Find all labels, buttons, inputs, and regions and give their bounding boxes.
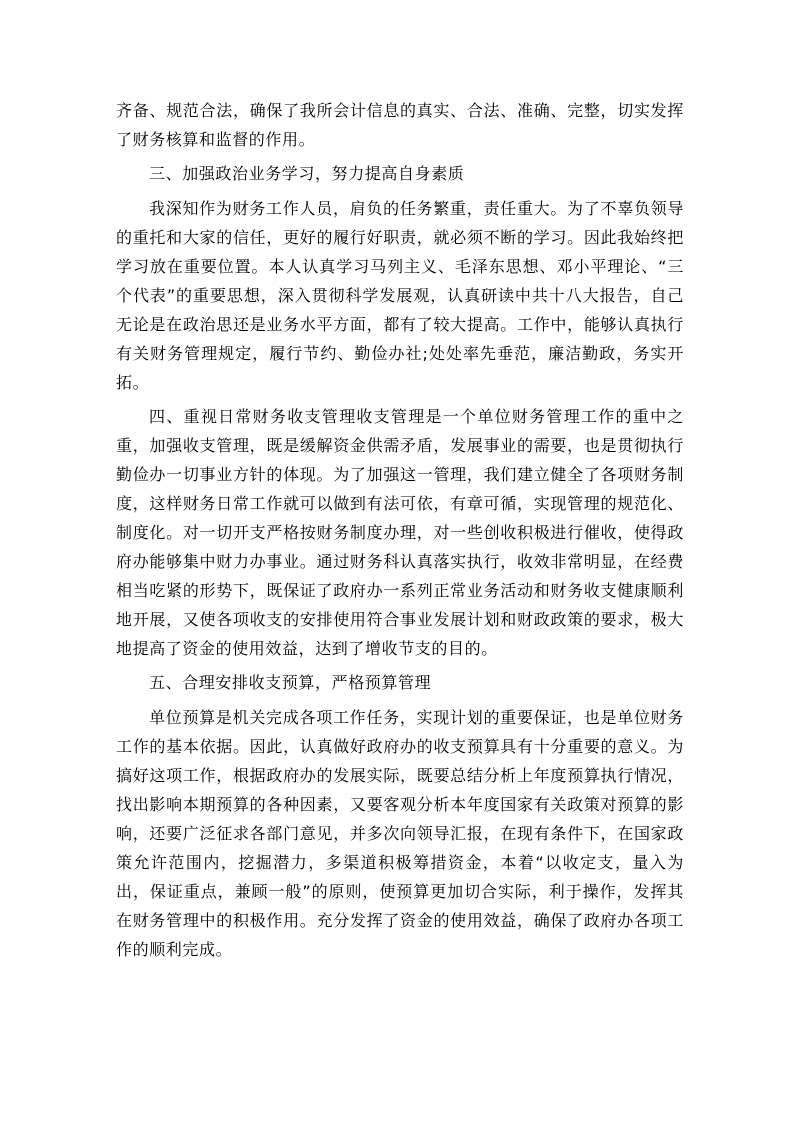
paragraph-continuation: 齐备、规范合法，确保了我所会计信息的真实、合法、准确、完整，切实发挥了财务核算和监督的作用。 [116,101,684,149]
document-body [116,96,684,969]
paragraph-budget: 单位预算是机关完成各项工作任务，实现计划的重要保证，也是单位财务工作的基本依据。因此，认真做好政府办的收支预算具有十分重要的意义。为搞好这项工作，根据政府办的发展实际，既要总结分析上年度预算执行情况，找出影响本期预算的各种因素，又要客观分析本年度国家有关政策对预算的影响，还要广泛征求各部门意见，并多次向领导汇报，在现有条件下，在国家政策允许范围内，挖掘潜力，多渠道积极筹措资金，本着“以收定支，量入为出，保证重点，兼顾一般”的原则，使预算更加切合实际，利于操作，发挥其在财务管理中的积极作用。充分发挥了资金的使用效益，确保了政府办各项工作的顺利完成。 [116,708,684,959]
section-heading-5: 五、合理安排收支预算，严格预算管理 [149,673,432,692]
paragraph-section-4: 四、重视日常财务收支管理收支管理是一个单位财务管理工作的重中之重，加强收支管理，既是缓解资金供需矛盾，发展事业的需要，也是贯彻执行勤俭办一切事业方针的体现。为了加强这一管理，我们建立健全了各项财务制度，这样财务日常工作就可以做到有法可依，有章可循，实现管理的规范化、制度化。对一切开支严格按财务制度办理，对一些创收积极进行催收，使得政府办能够集中财力办事业。通过财务科认真落实执行，收效非常明显，在经费相当吃紧的形势下，既保证了政府办一系列正常业务活动和财务收支健康顺利地开展，又使各项收支的安排使用符合事业发展计划和财政政策的要求，极大地提高了资金的使用效益，达到了增收节支的目的。 [116,407,684,658]
paragraph-study: 我深知作为财务工作人员，肩负的任务繁重，责任重大。为了不辜负领导的重托和大家的信任，更好的履行好职责，就必须不断的学习。因此我始终把学习放在重要位置。本人认真学习马列主义、毛泽东思想、邓小平理论、“三个代表”的重要思想，深入贯彻科学发展观，认真研读中共十八大报告，自己无论是在政治思还是业务水平方面，都有了较大提高。工作中，能够认真执行有关财务管理规定，履行节约、勤俭办社;处处率先垂范，廉洁勤政，务实开拓。 [116,199,684,392]
section-heading-3: 三、加强政治业务学习，努力提高自身素质 [149,164,465,183]
